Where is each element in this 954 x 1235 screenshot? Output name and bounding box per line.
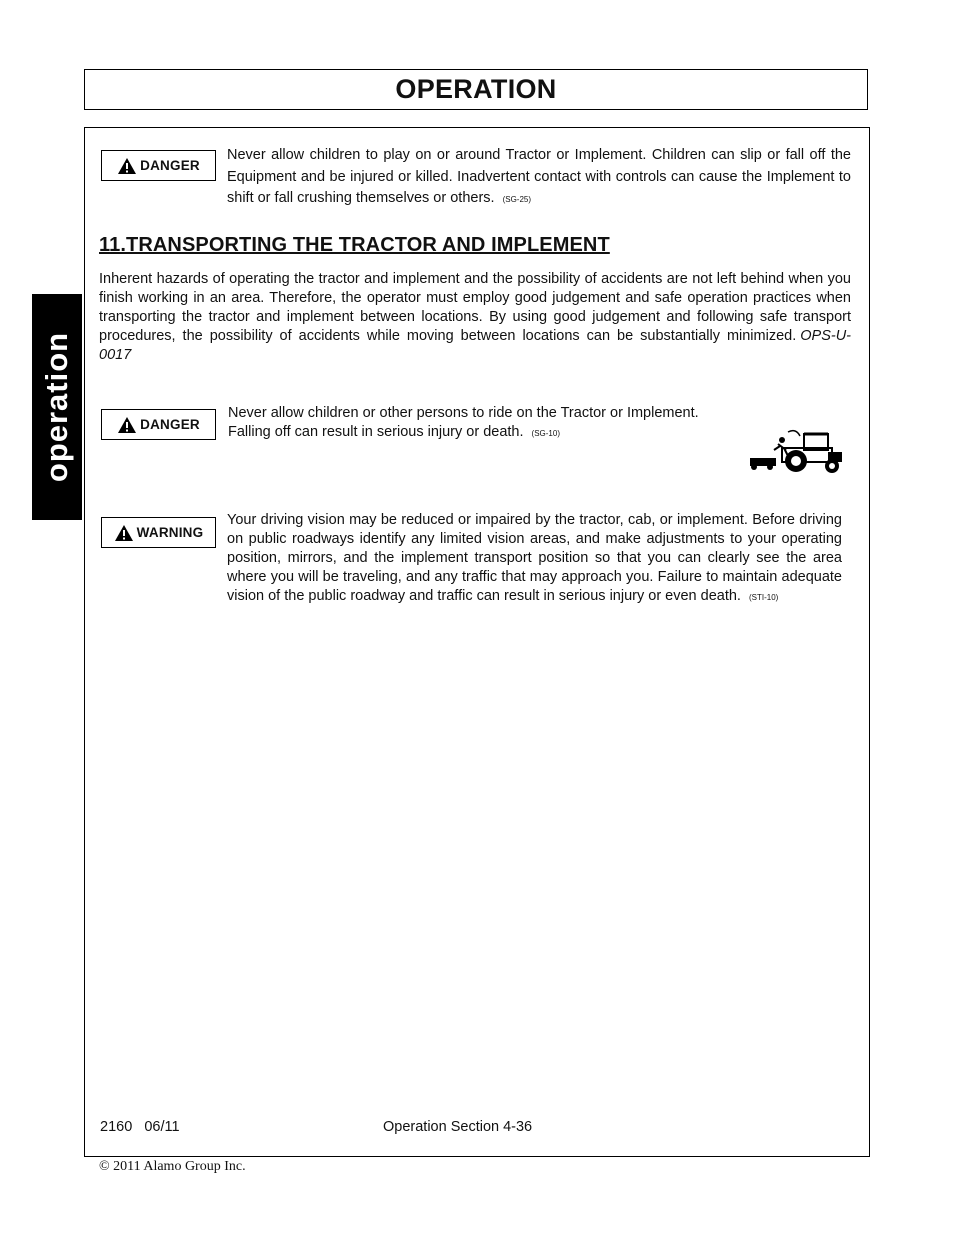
copyright-notice: © 2011 Alamo Group Inc. [99,1159,246,1174]
signal-word: DANGER [140,417,200,432]
message-code: (STI-10) [748,593,779,602]
warning-sign [101,517,216,548]
danger-message-riders [228,404,748,443]
signal-word: WARNING [136,525,204,540]
warning-message-driving-vision [227,511,842,607]
message-text: Your driving vision may be reduced or impaired by the tractor, cab, or implement. Before driving on public roadways identify any limited vision areas, and make adjustments to your operating position, mirrors, and the implement transport position so that you can clearly see the area where you will be traveling, and any traffic that may approach you. Failure to maintain adequate vision of the public roadway and traffic can result in serious injury or even death. [227,512,842,604]
signal-word: DANGER [140,158,200,173]
danger-sign [101,150,216,181]
danger-sign [101,409,216,440]
alert-triangle-icon [114,524,134,542]
alert-triangle-icon [117,416,137,434]
paragraph-text: Inherent hazards of operating the tractor and implement and the possibility of accidents are not left behind when you finish working in an area. Therefore, the operator must employ good judgement and safe operation practices when transporting the tractor and implement between locations. By using good judgement and following safe transport procedures, the possibility of accidents while moving between locations can be substantially minimized. [99,271,851,344]
message-code: (SG-10) [531,429,560,438]
message-text: Never allow children to play on or around Tractor or Implement. Children can slip or fall off the Equipment and be injured or killed. Inadvertent contact with controls can cause the Implement to shift or fall crushing themselves or others. [227,147,851,206]
page-header [84,69,868,110]
paragraph-code: OPS-U- 0017 [99,328,851,363]
alert-triangle-icon [117,157,137,175]
message-code: (SG-25) [502,195,532,204]
section-heading: 11.TRANSPORTING THE TRACTOR AND IMPLEMENT [99,234,610,256]
footer-page-label: Operation Section 4-36 [383,1119,533,1135]
side-tab-label: operation [39,331,75,483]
message-text-line2: Falling off can result in serious injury or death. [228,424,524,440]
section-side-tab [32,294,82,520]
section-paragraph [99,270,851,365]
footer-model-date: 2160 06/11 [100,1119,180,1135]
page-title: OPERATION [395,74,557,104]
danger-message-children-play [227,145,851,211]
tractor-rider-falling-icon [748,428,844,474]
message-text-line1: Never allow children or other persons to ride on the Tractor or Implement. [228,405,699,421]
